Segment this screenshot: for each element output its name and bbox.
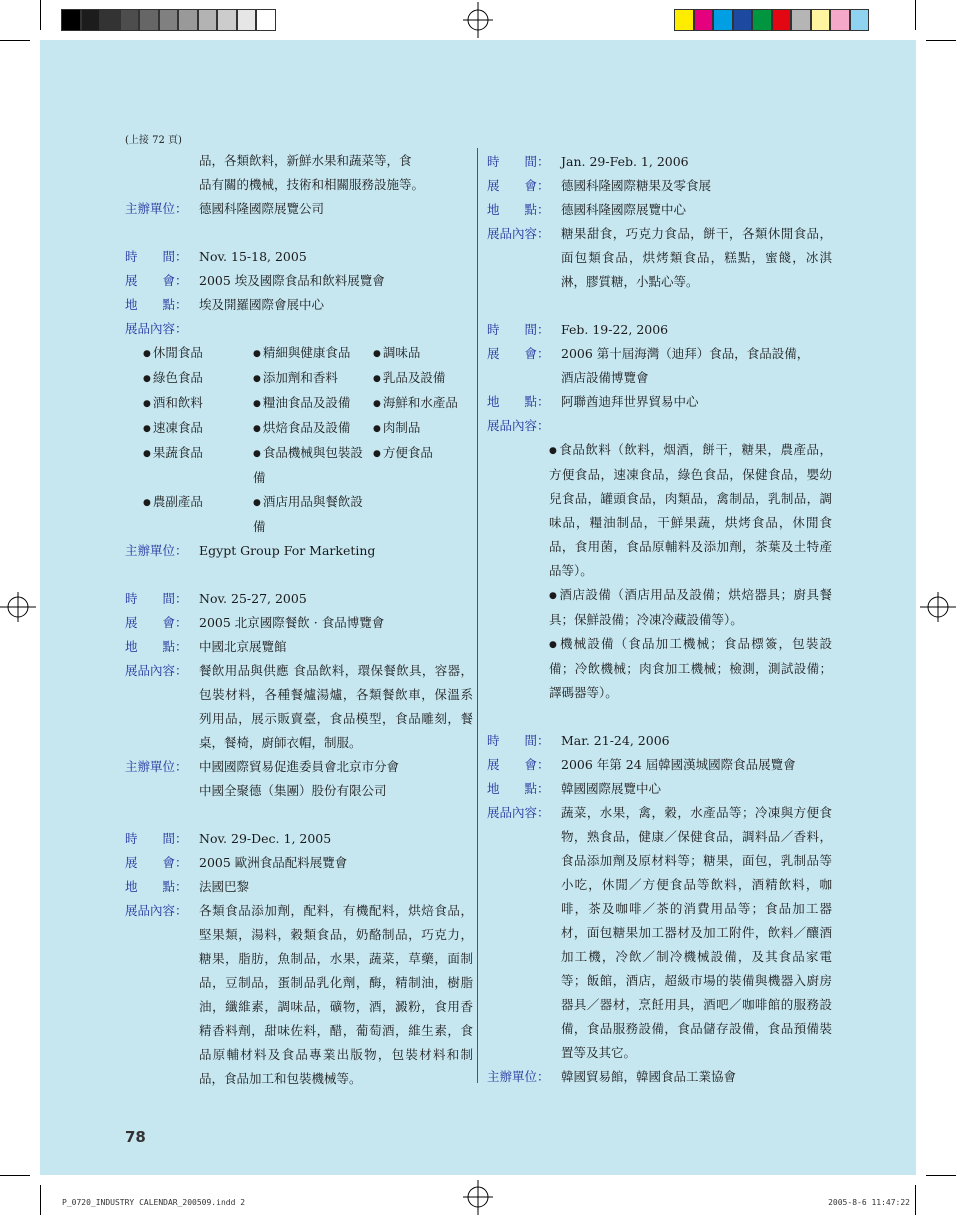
place-value: 德國科隆國際展覽中心	[561, 202, 687, 217]
color-swatch	[694, 9, 714, 31]
show-label: 展 會：	[487, 757, 550, 772]
color-swatch	[830, 9, 850, 31]
color-swatch	[159, 9, 179, 31]
registration-mark-icon	[0, 592, 36, 622]
time-label: 時 間：	[125, 249, 188, 264]
list-item: ● 酒和飲料	[143, 391, 253, 416]
event-time-row	[487, 150, 832, 174]
event-show-row	[487, 342, 832, 366]
crop-mark	[915, 1185, 916, 1215]
color-swatch	[811, 9, 831, 31]
content-label: 展品內容：	[487, 418, 550, 433]
event-content-row	[125, 317, 473, 341]
list-item: ● 休閒食品	[143, 341, 253, 366]
list-item: ● 綠色食品	[143, 366, 253, 391]
place-label: 地 點：	[487, 394, 550, 409]
right-column	[487, 150, 832, 1089]
event-place-row	[125, 293, 473, 317]
organizer-label: 主辦單位：	[125, 201, 188, 216]
color-swatch	[217, 9, 237, 31]
time-value: Mar. 21-24, 2006	[561, 733, 670, 748]
content-label: 展品內容：	[487, 226, 550, 241]
list-item: ● 酒店設備（酒店用品及設備；烘焙器具；廚具餐具；保鮮設備；冷凍冷藏設備等）。	[549, 583, 832, 632]
color-swatch	[850, 9, 870, 31]
crop-mark	[0, 40, 30, 41]
color-swatch	[733, 9, 753, 31]
event-show-row	[125, 611, 473, 635]
continued-note: (上接 72 頁)	[125, 135, 182, 146]
color-swatch	[61, 9, 81, 31]
place-value: 韓國國際展覽中心	[561, 781, 662, 796]
crop-mark	[926, 40, 956, 41]
event-place-row	[125, 875, 473, 899]
time-value: Nov. 29-Dec. 1, 2005	[199, 831, 332, 846]
place-label: 地 點：	[125, 297, 188, 312]
color-swatch	[81, 9, 101, 31]
registration-mark-icon	[920, 592, 956, 622]
list-item: ● 海鮮和水產品	[373, 391, 483, 416]
organizer-value: 韓國貿易館，韓國食品工業協會	[561, 1069, 737, 1084]
show-value: 2005 埃及國際食品和飲料展覽會	[199, 273, 385, 288]
color-swatch	[120, 9, 140, 31]
crop-mark	[926, 1175, 956, 1176]
list-item: ● 食品飲料（飲料，烟酒，餅干，糖果，農產品，方便食品，速凍食品，綠色食品，保健食品，嬰幼兒食品，罐頭食品，肉類品，禽制品，乳制品，調味品，糧油制品，干鮮果蔬，烘烤食品，休閒食品，食用菌，食品原輔料及添加劑，茶葉及土特產品等）。	[549, 438, 832, 583]
content-label: 展品內容：	[125, 903, 188, 918]
grayscale-color-bar	[61, 9, 276, 31]
show-value: 2006 年第 24 屆韓國漢城國際食品展覽會	[561, 757, 796, 772]
content-label: 展品內容：	[125, 321, 188, 336]
place-label: 地 點：	[125, 879, 188, 894]
organizer-row	[125, 197, 473, 221]
event-time-row	[125, 827, 473, 851]
color-swatch	[791, 9, 811, 31]
registration-mark-icon	[463, 1180, 493, 1215]
organizer-label: 主辦單位：	[125, 543, 188, 558]
content-label: 展品內容：	[487, 805, 550, 820]
content-label: 展品內容：	[125, 663, 188, 678]
list-item: ● 精細與健康食品	[253, 341, 373, 366]
list-item: ● 添加劑和香料	[253, 366, 373, 391]
content-value: 蔬菜，水果，禽，穀，水產品等；冷凍與方便食物，熟食品，健康／保健食品，調料品／香料，食品添加劑及原材料等；糖果，面包，乳制品等 小吃，休閒／方便食品等飲料，酒精飲料，咖啡，茶及咖啡／茶的消費用品等；食品加工器材，面包糖果加工器材及加工附件，飲料／釀酒加工機，冷飲／制冷機械設備，及其食品家電等；飯館，酒店，超級市場的裝備與機器入廚房器具／器材，烹飪用具，酒吧／咖啡館的服務設備，食品服務設備，食品儲存設備，食品預備裝置等及其它。	[561, 805, 832, 1060]
time-value: Nov. 15-18, 2005	[199, 249, 307, 264]
time-label: 時 間：	[125, 591, 188, 606]
show-label: 展 會：	[487, 178, 550, 193]
list-item: ● 方便食品	[373, 441, 483, 490]
time-value: Nov. 25-27, 2005	[199, 591, 307, 606]
time-value: Jan. 29-Feb. 1, 2006	[561, 154, 689, 169]
content-value: 糖果甜食，巧克力食品，餅干，各類休閒食品，面包類食品，烘烤類食品，糕點，蜜餞，冰淇淋，膠質糖，小點心等。	[561, 226, 832, 289]
left-column	[125, 135, 473, 1091]
event-show-row	[487, 753, 832, 777]
event-content-row	[125, 659, 473, 755]
exhibit-bullet-list	[487, 438, 832, 705]
list-item: ● 肉制品	[373, 416, 483, 441]
place-value: 中國北京展覽館	[199, 639, 287, 654]
place-label: 地 點：	[487, 781, 550, 796]
event-place-row	[487, 777, 832, 801]
show-label: 展 會：	[125, 273, 188, 288]
content-value: 餐飲用品與供應 食品飲料，環保餐飲具，容器，包裝材料，各種餐爐湯爐，各類餐飲車，保溫系列用品，展示販賣臺，食品模型，食品雕刻，餐桌，餐椅，廚師衣帽，制服。	[199, 663, 473, 750]
color-swatch	[752, 9, 772, 31]
organizer-label: 主辦單位：	[487, 1069, 550, 1084]
event-content-row	[487, 414, 832, 438]
event-time-row	[125, 245, 473, 269]
intro-line: 品有關的機械，技術和相關服務設施等。	[199, 177, 425, 192]
event-show-row	[487, 174, 832, 198]
time-label: 時 間：	[487, 154, 550, 169]
organizer-row	[125, 539, 473, 563]
page-number: 78	[125, 1128, 146, 1146]
color-swatch	[237, 9, 257, 31]
content-value: 各類食品添加劑，配料，有機配料，烘焙食品，堅果類，湯料，穀類食品，奶酪制品，巧克力，糖果，脂肪，魚制品，水果，蔬菜，草藥，面制品，豆制品，蛋制品乳化劑，酶，精制油，樹脂油，纖維素，調味品，礦物，酒，澱粉，食用香精香料劑，甜味佐料，醋，葡萄酒，維生素，食品原輔材料及食品專業出版物，包裝材料和制品，食品加工和包裝機械等。	[199, 903, 473, 1086]
footer-filename: P_0720_INDUSTRY CALENDAR_200509.indd 2	[62, 1198, 246, 1207]
show-value: 2006 第十屆海灣（迪拜）食品，食品設備，	[561, 346, 810, 361]
color-swatch	[256, 9, 276, 31]
show-value: 2005 歐洲食品配料展覽會	[199, 855, 348, 870]
list-item: ● 烘焙食品及設備	[253, 416, 373, 441]
organizer-value: Egypt Group For Marketing	[199, 543, 376, 558]
list-item: ● 果蔬食品	[143, 441, 253, 490]
show-label: 展 會：	[125, 855, 188, 870]
footer-timestamp: 2005-8-6 11:47:22	[828, 1198, 910, 1207]
list-item: ● 農副產品	[143, 490, 253, 539]
list-item: ● 糧油食品及設備	[253, 391, 373, 416]
place-value: 阿聯酋迪拜世界貿易中心	[561, 394, 699, 409]
cmyk-color-bar	[674, 9, 869, 31]
show-value: 德國科隆國際糖果及零食展	[561, 178, 712, 193]
color-swatch	[178, 9, 198, 31]
color-swatch	[139, 9, 159, 31]
color-swatch	[198, 9, 218, 31]
event-time-row	[487, 729, 832, 753]
event-show-row	[125, 851, 473, 875]
list-item: ● 食品機械與包裝設備	[253, 441, 373, 490]
time-value: Feb. 19-22, 2006	[561, 322, 669, 337]
exhibit-item-grid	[125, 341, 473, 539]
color-swatch	[713, 9, 733, 31]
event-content-row	[125, 899, 473, 1091]
registration-mark-icon	[463, 2, 493, 38]
crop-mark	[40, 0, 41, 30]
event-show-row	[125, 269, 473, 293]
event-time-row	[125, 587, 473, 611]
time-label: 時 間：	[125, 831, 188, 846]
place-value: 法國巴黎	[199, 879, 250, 894]
show-label: 展 會：	[487, 346, 550, 361]
list-item: ● 速凍食品	[143, 416, 253, 441]
event-content-row	[487, 801, 832, 1065]
intro-line: 品，各類飲料，新鮮水果和蔬菜等，食	[199, 153, 412, 168]
time-label: 時 間：	[487, 322, 550, 337]
place-label: 地 點：	[125, 639, 188, 654]
color-swatch	[674, 9, 694, 31]
event-content-row	[487, 222, 832, 294]
color-swatch	[772, 9, 792, 31]
color-swatch	[100, 9, 120, 31]
place-value: 埃及開羅國際會展中心	[199, 297, 325, 312]
event-place-row	[125, 635, 473, 659]
crop-mark	[40, 1185, 41, 1215]
show-value: 酒店設備博覽會	[561, 370, 649, 385]
organizer-label: 主辦單位：	[125, 759, 188, 774]
show-label: 展 會：	[125, 615, 188, 630]
organizer-value: 中國國際貿易促進委員會北京市分會	[199, 759, 400, 774]
event-place-row	[487, 390, 832, 414]
organizer-row	[487, 1065, 832, 1089]
organizer-row	[125, 755, 473, 779]
event-time-row	[487, 318, 832, 342]
time-label: 時 間：	[487, 733, 550, 748]
organizer-value: 德國科隆國際展覽公司	[199, 201, 325, 216]
list-item: ● 乳品及設備	[373, 366, 483, 391]
column-divider	[477, 148, 478, 1083]
organizer-value: 中國全聚德（集團）股份有限公司	[199, 783, 387, 798]
show-value: 2005 北京國際餐飲 · 食品博覽會	[199, 615, 385, 630]
list-item: ● 酒店用品與餐飲設備	[253, 490, 373, 539]
crop-mark	[0, 1175, 30, 1176]
place-label: 地 點：	[487, 202, 550, 217]
crop-mark	[915, 0, 916, 30]
event-place-row	[487, 198, 832, 222]
list-item: ● 調味品	[373, 341, 483, 366]
list-item: ● 機械設備（食品加工機械；食品標簽，包裝設備；冷飲機械；肉食加工機械；檢測，測試設備；譯碼器等）。	[549, 632, 832, 705]
